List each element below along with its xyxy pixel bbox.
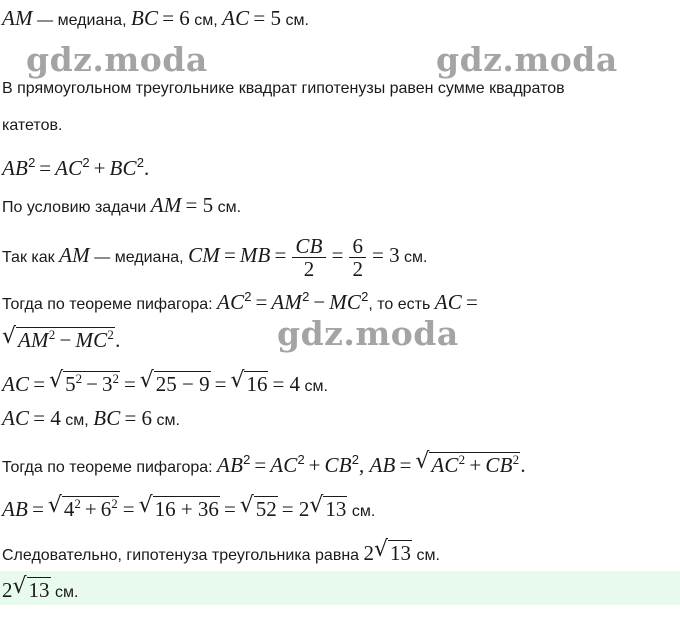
op: − [86, 372, 98, 396]
text: Так как [2, 249, 60, 266]
text: — медиана, [32, 12, 131, 29]
op: = [255, 290, 268, 314]
op: . [115, 328, 121, 352]
text: Тогда по теореме пифагора: [2, 296, 218, 313]
op: = [33, 372, 46, 396]
op: . [520, 453, 526, 477]
math: 5 [65, 372, 76, 396]
math: CB [485, 453, 513, 477]
numerator: 6 [349, 235, 366, 258]
sqrt: √ $AM^2 - MC^2$ [2, 324, 115, 352]
text: см, [189, 12, 223, 29]
math: AC [434, 290, 462, 314]
text: Следовательно, гипотенуза треугольника равна [2, 547, 364, 564]
exp: 2 [82, 155, 90, 170]
math: AB [217, 453, 244, 477]
text: см, [60, 412, 94, 429]
sqrt: √ 52 [239, 493, 277, 521]
op: , [359, 453, 370, 477]
watermark-1: gdz.moda [26, 40, 208, 79]
watermark-2: gdz.moda [436, 40, 618, 79]
op: = [223, 497, 236, 521]
fraction-6-2 [349, 235, 366, 280]
math: AC [55, 156, 83, 180]
sqrt: √ 16 [230, 368, 268, 396]
text: см. [152, 412, 180, 429]
math: 16 [246, 372, 268, 396]
math-value: = 4 [33, 406, 61, 430]
math: AM [271, 290, 303, 314]
math: AB [2, 156, 29, 180]
math: AM [59, 243, 90, 267]
text: см. [412, 547, 440, 564]
exp: 2 [297, 452, 305, 467]
theorem-line-1 [2, 290, 482, 317]
exp: 2 [75, 371, 83, 386]
math-bc: BC [130, 6, 159, 30]
math: MB [239, 243, 271, 267]
exp: 2 [112, 371, 119, 386]
math: 13 [28, 578, 50, 602]
math-value: = 6 [124, 406, 153, 430]
watermark-3: gdz.moda [277, 314, 459, 353]
text: , то есть [368, 296, 435, 313]
theorem-line-2 [2, 449, 526, 480]
exp: 2 [458, 452, 466, 467]
exp: 2 [351, 452, 359, 467]
exp: 2 [243, 452, 251, 467]
legs-values [2, 406, 180, 433]
text: Тогда по теореме пифагора: [2, 459, 218, 476]
sqrt: √ $5^2 - 3^2$ [49, 368, 119, 396]
op: + [84, 497, 97, 521]
op: . [143, 156, 150, 180]
sqrt: √ 13 [374, 537, 411, 565]
math: AC [270, 453, 298, 477]
sqrt: √ 13 [12, 574, 50, 602]
median-line [2, 230, 427, 283]
math-am: AM [2, 6, 33, 30]
exp: 2 [302, 289, 310, 304]
math: BC [93, 406, 121, 430]
op: = [399, 453, 412, 477]
ab-calculation [2, 493, 376, 524]
op: = [123, 372, 136, 396]
math: AB [2, 497, 29, 521]
math: AM [18, 328, 49, 352]
math: AB [369, 453, 396, 477]
math: BC [109, 156, 137, 180]
math: AC [431, 453, 459, 477]
text: см. [399, 249, 428, 266]
math-value: = 5 [185, 193, 214, 217]
math: 2 [2, 578, 13, 602]
answer-line [2, 574, 79, 605]
math-ac: AC [222, 6, 250, 30]
math: 6 [100, 497, 112, 521]
math: 4 [63, 497, 75, 521]
op: = [32, 497, 44, 521]
ac-calculation [2, 368, 328, 399]
math: MC [329, 290, 362, 314]
op: − [59, 328, 72, 352]
exp: 2 [361, 289, 369, 304]
sqrt: √ $AC^2 + CB^2$ [415, 449, 520, 477]
math: MC [75, 328, 108, 352]
text: см. [281, 12, 309, 29]
math-value: = 4 [272, 372, 301, 396]
text: см. [347, 503, 376, 520]
op: = [331, 243, 344, 267]
theorem-line-1-cont [2, 324, 121, 355]
math-value: = 6 [162, 6, 190, 30]
math: AM [150, 193, 182, 217]
theorem-text-2: катетов. [2, 117, 63, 134]
math: 16 + 36 [154, 497, 219, 521]
op: = [122, 497, 135, 521]
text: см. [213, 199, 242, 216]
condition-line [2, 193, 241, 220]
text: — медиана, [89, 249, 189, 266]
conclusion-line [2, 537, 440, 568]
sqrt: √ 25 − 9 [139, 368, 210, 396]
exp: 2 [74, 496, 81, 511]
op: − [313, 290, 326, 314]
numerator: CB [292, 235, 325, 258]
text: По условию задачи [2, 199, 151, 216]
text: см. [300, 378, 328, 395]
math: 2 [363, 541, 374, 565]
math: 13 [390, 541, 411, 565]
exp: 2 [111, 496, 118, 511]
op: + [469, 453, 482, 477]
exp: 2 [28, 155, 36, 170]
math: AC [2, 372, 30, 396]
sqrt: √ 16 + 36 [138, 493, 219, 521]
op: = [254, 453, 267, 477]
fraction-cb-2 [292, 235, 325, 280]
math: AC [217, 290, 245, 314]
exp: 2 [48, 327, 56, 342]
op: + [93, 156, 106, 180]
exp: 2 [136, 155, 144, 170]
op: = [214, 372, 227, 396]
denominator: 2 [303, 257, 315, 282]
math-value: = 2 [281, 497, 310, 521]
exp: 2 [244, 289, 252, 304]
answer-box [0, 571, 680, 605]
math: AC [2, 406, 30, 430]
pythagoras-formula [2, 156, 149, 183]
exp: 2 [512, 452, 520, 467]
op: + [308, 453, 321, 477]
math: 3 [101, 372, 113, 396]
op: = [465, 290, 478, 314]
theorem-text-1: В прямоугольном треугольнике квадрат гипотенузы равен сумме квадратов [2, 80, 565, 97]
exp: 2 [107, 327, 115, 342]
math: 25 − 9 [155, 372, 210, 396]
math-value: = 5 [253, 6, 281, 30]
math: 52 [255, 497, 277, 521]
sqrt: √ 13 [309, 493, 347, 521]
given-line [2, 6, 309, 33]
op: = [274, 243, 287, 267]
math-value: = 3 [371, 243, 400, 267]
op: = [39, 156, 52, 180]
math: CB [324, 453, 352, 477]
sqrt: √ $4^2 + 6^2$ [47, 493, 118, 521]
math: 13 [325, 497, 347, 521]
op: = [223, 243, 236, 267]
denominator: 2 [352, 257, 363, 282]
math: CM [188, 243, 220, 267]
text: см. [50, 584, 79, 601]
